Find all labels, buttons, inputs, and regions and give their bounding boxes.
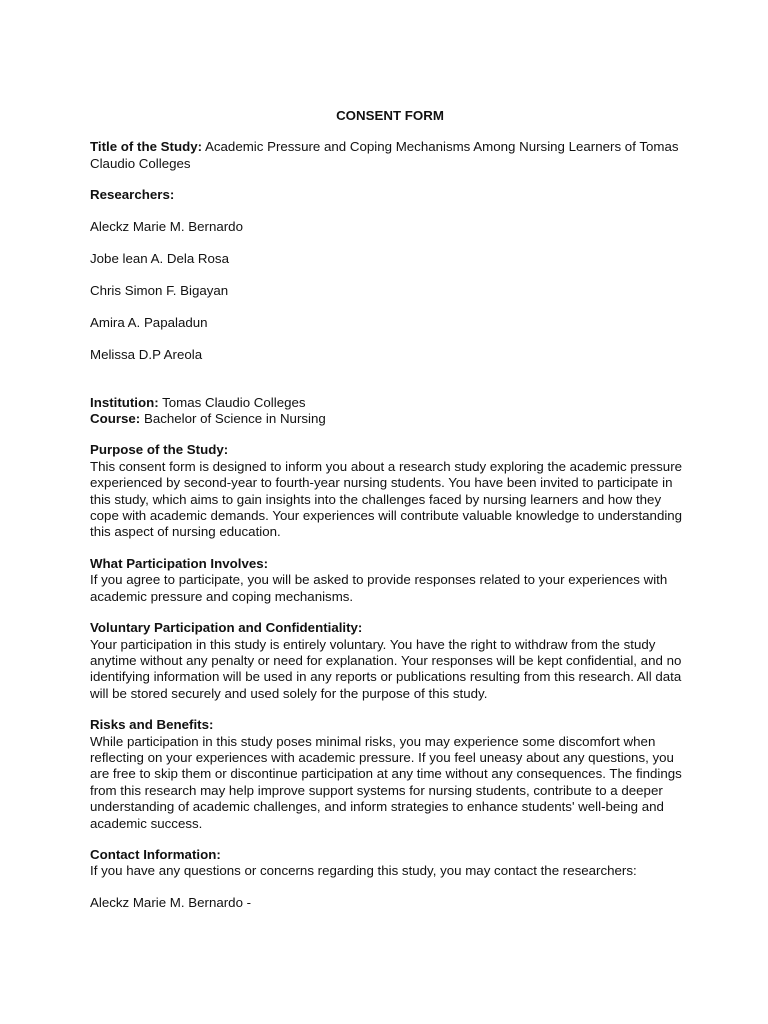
researcher-name: Aleckz Marie M. Bernardo (90, 219, 243, 235)
researcher-name: Melissa D.P Areola (90, 347, 203, 363)
course-line (90, 411, 690, 427)
participation-label: What Participation Involves: (90, 555, 269, 571)
purpose-label: Purpose of the Study: (90, 442, 229, 458)
first-contact-line: Aleckz Marie M. Bernardo - (90, 894, 252, 910)
risks-label: Risks and Benefits: (90, 717, 214, 733)
risks-text: While participation in this study poses minimal risks, you may experience some discomfort when reflecting on your experiences with academic pressure. If you feel uneasy about any questions, you are free to skip them or discontinue participation at any time without any consequences. The findings from this research may help improve support systems for nursing students, contribute to a deeper understanding of academic challenges, and inform strategies to enhance students' well-being and academic success. (90, 733, 682, 831)
participation-text: If you agree to participate, you will be asked to provide responses related to your experiences with academic pressure and coping mechanisms. (90, 572, 668, 604)
researcher-name: Chris Simon F. Bigayan (90, 283, 229, 299)
institution-line (90, 395, 690, 411)
contact-section (90, 847, 690, 880)
contact-label: Contact Information: (90, 846, 221, 862)
document-heading: CONSENT FORM (336, 108, 444, 123)
course-value: Bachelor of Science in Nursing (140, 411, 326, 427)
course-label: Course: (90, 411, 141, 427)
contact-text: If you have any questions or concerns regarding this study, you may contact the researchers: (90, 863, 637, 879)
study-title-label: Title of the Study: (90, 139, 203, 155)
purpose-section (90, 442, 690, 540)
researcher-name: Jobe lean A. Dela Rosa (90, 251, 229, 267)
risks-section (90, 717, 690, 832)
institution-value: Tomas Claudio Colleges (158, 394, 306, 410)
institution-course-section (90, 395, 690, 428)
researchers-label: Researchers: (90, 187, 175, 203)
participation-section (90, 556, 690, 605)
voluntary-text: Your participation in this study is entirely voluntary. You have the right to withdraw from the study anytime without any penalty or need for explanation. Your responses will be kept confidential, and no identifying information will be used in any reports or publications resulting from this research. All data will be stored securely and used solely for the purpose of this study. (90, 636, 682, 701)
voluntary-section (90, 620, 690, 702)
researcher-name: Amira A. Papaladun (90, 315, 208, 331)
study-title-value: Academic Pressure and Coping Mechanisms Among Nursing Learners of Tomas Claudio Colleges (90, 139, 679, 171)
institution-label: Institution: (90, 394, 159, 410)
voluntary-label: Voluntary Participation and Confidentiality: (90, 620, 363, 636)
purpose-text: This consent form is designed to inform you about a research study exploring the academic pressure experienced by second-year to fourth-year nursing students. You have been invited to participate in this study, which aims to gain insights into the challenges faced by nursing learners and how they cope with academic demands. Your experiences will contribute valuable knowledge to understanding this aspect of nursing education. (90, 458, 683, 540)
consent-form-page (90, 108, 690, 911)
study-title-section (90, 139, 690, 172)
